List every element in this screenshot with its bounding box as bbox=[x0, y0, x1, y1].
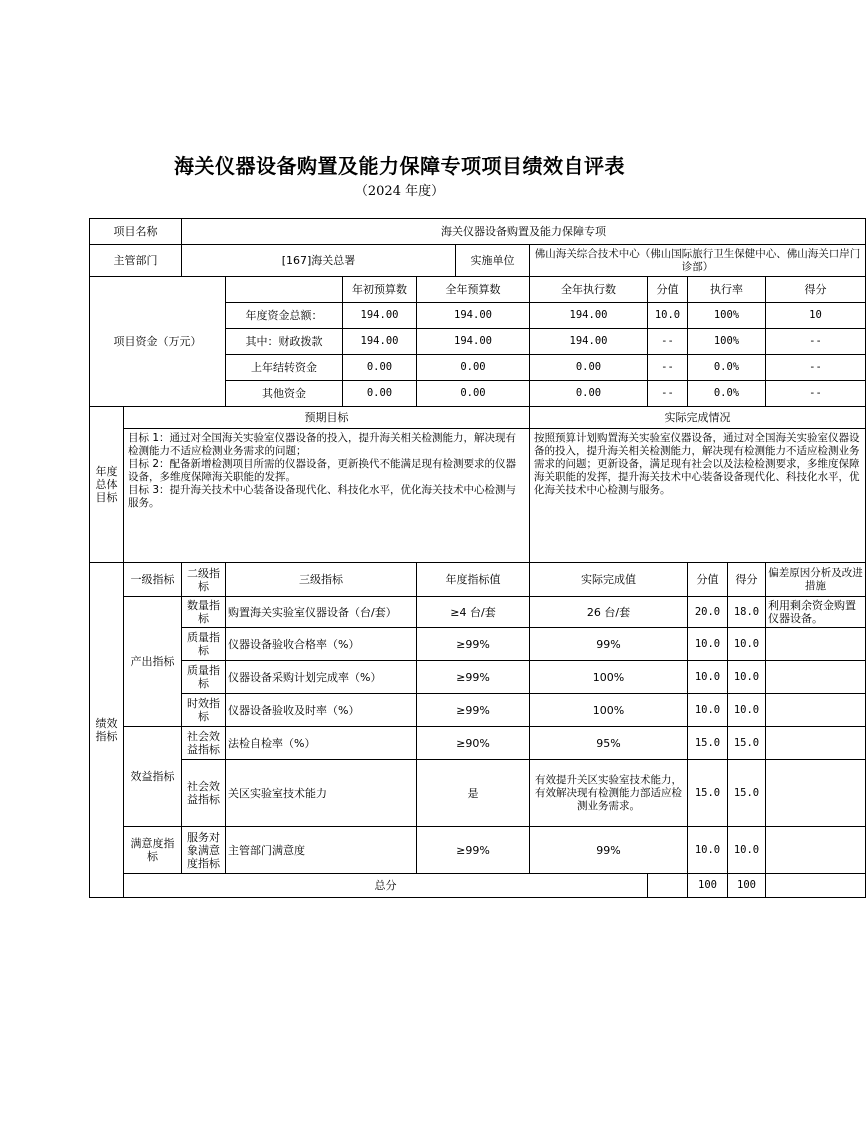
indicator-row bbox=[90, 661, 866, 694]
indicator-row bbox=[90, 597, 866, 628]
funds-cell: 100% bbox=[688, 303, 766, 329]
indicator-deviation bbox=[766, 727, 866, 760]
funds-cell: 0.0% bbox=[688, 355, 766, 381]
indicator-target: ≥99% bbox=[417, 628, 530, 661]
indicator-row bbox=[90, 827, 866, 874]
indicator-row bbox=[90, 760, 866, 827]
performance-table bbox=[89, 218, 866, 898]
indicator-row bbox=[90, 727, 866, 760]
indicator-target: ≥4 台/套 bbox=[417, 597, 530, 628]
indicator-header-level3: 三级指标 bbox=[226, 563, 417, 597]
funds-row-label: 其中：财政拨款 bbox=[226, 329, 343, 355]
goal-item: 目标 2：配备新增检测项目所需的仪器设备，更新换代不能满足现有检测要求的仪器设备，多维度保障海关职能的发挥。 bbox=[128, 458, 517, 483]
performance-indicators-label: 绩效指标 bbox=[90, 563, 124, 898]
total-score: 100 bbox=[688, 874, 728, 898]
indicator-target: ≥99% bbox=[417, 827, 530, 874]
funds-header-blank bbox=[226, 277, 343, 303]
group-output: 产出指标 bbox=[124, 597, 182, 727]
funds-cell: 0.00 bbox=[343, 355, 417, 381]
indicator-got: 15.0 bbox=[728, 727, 766, 760]
indicator-actual: 26 台/套 bbox=[530, 597, 688, 628]
funds-cell: 10.0 bbox=[648, 303, 688, 329]
funds-label: 项目资金（万元） bbox=[90, 277, 226, 407]
indicator-header-deviation: 偏差原因分析及改进措施 bbox=[766, 563, 866, 597]
funds-cell: 0.00 bbox=[530, 355, 648, 381]
indicator-row bbox=[90, 694, 866, 727]
funds-cell: -- bbox=[766, 381, 866, 407]
funds-cell: 194.00 bbox=[343, 303, 417, 329]
indicator-target: ≥99% bbox=[417, 661, 530, 694]
indicator-actual: 95% bbox=[530, 727, 688, 760]
funds-cell: 100% bbox=[688, 329, 766, 355]
indicator-deviation bbox=[766, 628, 866, 661]
indicator-row bbox=[90, 628, 866, 661]
indicator-score: 10.0 bbox=[688, 694, 728, 727]
indicator-score: 10.0 bbox=[688, 827, 728, 874]
funds-header-2: 全年执行数 bbox=[530, 277, 648, 303]
funds-header-5: 得分 bbox=[766, 277, 866, 303]
indicator-target: ≥99% bbox=[417, 694, 530, 727]
row-goals-header bbox=[90, 407, 866, 429]
row-funds-header bbox=[90, 277, 866, 303]
indicator-level3: 仪器设备验收合格率（%） bbox=[226, 628, 417, 661]
indicator-header-actual: 实际完成值 bbox=[530, 563, 688, 597]
funds-cell: 0.00 bbox=[417, 355, 530, 381]
indicator-got: 18.0 bbox=[728, 597, 766, 628]
indicator-level2: 质量指标 bbox=[182, 628, 226, 661]
indicator-level3: 购置海关实验室仪器设备（台/套） bbox=[226, 597, 417, 628]
indicator-got: 15.0 bbox=[728, 760, 766, 827]
indicator-deviation bbox=[766, 760, 866, 827]
row-goals-content bbox=[90, 429, 866, 563]
indicator-got: 10.0 bbox=[728, 694, 766, 727]
row-project-name bbox=[90, 219, 866, 245]
funds-cell: 0.00 bbox=[343, 381, 417, 407]
indicator-got: 10.0 bbox=[728, 628, 766, 661]
goal-item: 目标 3：提升海关技术中心装备设备现代化、科技化水平，优化海关技术中心检测与服务。 bbox=[128, 484, 517, 509]
funds-cell: 194.00 bbox=[343, 329, 417, 355]
indicator-target: 是 bbox=[417, 760, 530, 827]
goals-label: 年度总体目标 bbox=[90, 407, 124, 563]
indicator-header-target: 年度指标值 bbox=[417, 563, 530, 597]
department-value: [167]海关总署 bbox=[182, 245, 456, 277]
indicator-level2: 数量指标 bbox=[182, 597, 226, 628]
funds-cell: 0.00 bbox=[530, 381, 648, 407]
indicator-score: 10.0 bbox=[688, 661, 728, 694]
indicator-header-level2: 二级指标 bbox=[182, 563, 226, 597]
funds-cell: 194.00 bbox=[530, 329, 648, 355]
goal-item: 目标 1：通过对全国海关实验室仪器设备的投入，提升海关相关检测能力，解决现有检测能力不适应检测业务需求的问题； bbox=[128, 432, 517, 457]
funds-header-4: 执行率 bbox=[688, 277, 766, 303]
funds-cell: 0.0% bbox=[688, 381, 766, 407]
funds-row-label: 年度资金总额： bbox=[226, 303, 343, 329]
indicator-level3: 主管部门满意度 bbox=[226, 827, 417, 874]
funds-cell: 10 bbox=[766, 303, 866, 329]
document-title: 海关仪器设备购置及能力保障专项项目绩效自评表 bbox=[174, 154, 625, 178]
indicator-level3: 法检自检率（%） bbox=[226, 727, 417, 760]
document-year: （2024 年度） bbox=[354, 184, 445, 199]
total-label: 总分 bbox=[124, 874, 648, 898]
total-deviation-blank bbox=[766, 874, 866, 898]
unit-value: 佛山海关综合技术中心（佛山国际旅行卫生保健中心、佛山海关口岸门诊部） bbox=[530, 245, 866, 277]
indicator-got: 10.0 bbox=[728, 661, 766, 694]
indicator-score: 15.0 bbox=[688, 727, 728, 760]
funds-header-1: 全年预算数 bbox=[417, 277, 530, 303]
funds-row-label: 上年结转资金 bbox=[226, 355, 343, 381]
funds-header-0: 年初预算数 bbox=[343, 277, 417, 303]
indicator-deviation bbox=[766, 694, 866, 727]
group-benefit: 效益指标 bbox=[124, 727, 182, 827]
funds-cell: -- bbox=[648, 381, 688, 407]
funds-cell: -- bbox=[648, 355, 688, 381]
indicator-level3: 关区实验室技术能力 bbox=[226, 760, 417, 827]
indicator-score: 15.0 bbox=[688, 760, 728, 827]
indicator-actual: 99% bbox=[530, 628, 688, 661]
indicator-target: ≥90% bbox=[417, 727, 530, 760]
indicator-actual: 100% bbox=[530, 661, 688, 694]
total-got: 100 bbox=[728, 874, 766, 898]
funds-cell: 194.00 bbox=[417, 303, 530, 329]
funds-cell: 0.00 bbox=[417, 381, 530, 407]
row-department bbox=[90, 245, 866, 277]
indicator-level3: 仪器设备采购计划完成率（%） bbox=[226, 661, 417, 694]
indicator-header-level1: 一级指标 bbox=[124, 563, 182, 597]
project-name-value: 海关仪器设备购置及能力保障专项 bbox=[182, 219, 866, 245]
project-name-label: 项目名称 bbox=[90, 219, 182, 245]
funds-cell: -- bbox=[766, 329, 866, 355]
indicator-deviation bbox=[766, 661, 866, 694]
group-satisfaction: 满意度指标 bbox=[124, 827, 182, 874]
indicator-level3: 仪器设备验收及时率（%） bbox=[226, 694, 417, 727]
unit-label: 实施单位 bbox=[456, 245, 530, 277]
actual-completion-header: 实际完成情况 bbox=[530, 407, 866, 429]
indicator-actual: 100% bbox=[530, 694, 688, 727]
indicator-level2: 时效指标 bbox=[182, 694, 226, 727]
indicator-deviation: 利用剩余资金购置仪器设备。 bbox=[766, 597, 866, 628]
indicator-header-score: 分值 bbox=[688, 563, 728, 597]
indicator-level2: 社会效益指标 bbox=[182, 727, 226, 760]
funds-header-3: 分值 bbox=[648, 277, 688, 303]
indicator-header-got: 得分 bbox=[728, 563, 766, 597]
indicator-score: 20.0 bbox=[688, 597, 728, 628]
expected-goal-header: 预期目标 bbox=[124, 407, 530, 429]
actual-completion-text: 按照预算计划购置海关实验室仪器设备，通过对全国海关实验室仪器设备的投入，提升海关相关检测能力，解决现有检测能力不适应检测业务需求的问题；更新设备，满足现有社会以及法检检测要求，多维度保障海关职能的发挥，提升海关技术中心装备设备现代化、科技化水平，优化海关技术中心检测与服务。 bbox=[530, 429, 866, 563]
expected-goals-text bbox=[124, 429, 530, 563]
indicator-level2: 服务对象满意度指标 bbox=[182, 827, 226, 874]
indicator-actual: 有效提升关区实验室技术能力，有效解决现有检测能力部适应检测业务需求。 bbox=[530, 760, 688, 827]
funds-cell: -- bbox=[648, 329, 688, 355]
indicator-level2: 社会效益指标 bbox=[182, 760, 226, 827]
funds-row-label: 其他资金 bbox=[226, 381, 343, 407]
indicator-actual: 99% bbox=[530, 827, 688, 874]
funds-cell: -- bbox=[766, 355, 866, 381]
indicator-level2: 质量指标 bbox=[182, 661, 226, 694]
indicator-score: 10.0 bbox=[688, 628, 728, 661]
row-indicator-header bbox=[90, 563, 866, 597]
department-label: 主管部门 bbox=[90, 245, 182, 277]
row-total bbox=[90, 874, 866, 898]
indicator-got: 10.0 bbox=[728, 827, 766, 874]
funds-cell: 194.00 bbox=[417, 329, 530, 355]
indicator-deviation bbox=[766, 827, 866, 874]
total-blank bbox=[648, 874, 688, 898]
funds-cell: 194.00 bbox=[530, 303, 648, 329]
